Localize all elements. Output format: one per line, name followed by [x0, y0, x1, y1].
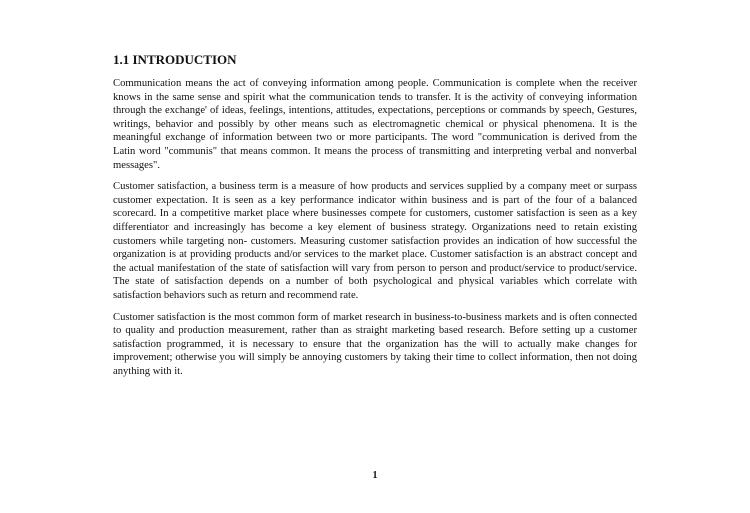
paragraph-market-research: Customer satisfaction is the most common form of market research in business-to-business markets and is often connected to quality and production measurement, rather than as straight marketing based research. Before setting up a customer satisfaction programmed, it is necessary to ensure that the organization has the will to actually make changes for improvement; otherwise you will simply be annoying customers by taking their time to collect information, then not doing anything with it.	[113, 311, 637, 377]
paragraph-customer-satisfaction: Customer satisfaction, a business term is a measure of how products and services supplied by a company meet or surpass customer expectation. It is seen as a key performance indicator within business and is part of the four of a balanced scorecard. In a competitive market place where businesses compete for customers, customer satisfaction is seen as a key differentiator and increasingly has become a key element of business strategy. Organizations need to retain existing customers while targeting non- customers. Measuring customer satisfaction provides an indication of how successful the organization is at providing products and/or services to the market place. Customer satisfaction is an abstract concept and the actual manifestation of the state of satisfaction will vary from person to person and product/service to product/service. The state of satisfaction depends on a number of both psychological and physical variables which correlate with satisfaction behaviors such as return and recommend rate.	[113, 181, 637, 301]
page-number: 1	[372, 470, 378, 481]
paragraph-communication: Communication means the act of conveying information among people. Communication is complete when the receiver knows in the same sense and spirit what the communication tends to transfer. It is the activity of conveying information through the exchange' of ideas, feelings, intentions, attitudes, expectations, perceptions or commands by speech, Gestures, writings, behavior and possibly by other means such as electromagnetic chemical or physical phenomena. It is the meaningful exchange of information between two or more participants. The word "communication is derived from the Latin word "communis" that means common. It means the process of transmitting and interpreting verbal and nonverbal messages".	[113, 78, 637, 171]
section-heading: 1.1 INTRODUCTION	[113, 52, 237, 67]
document-page	[113, 52, 637, 386]
